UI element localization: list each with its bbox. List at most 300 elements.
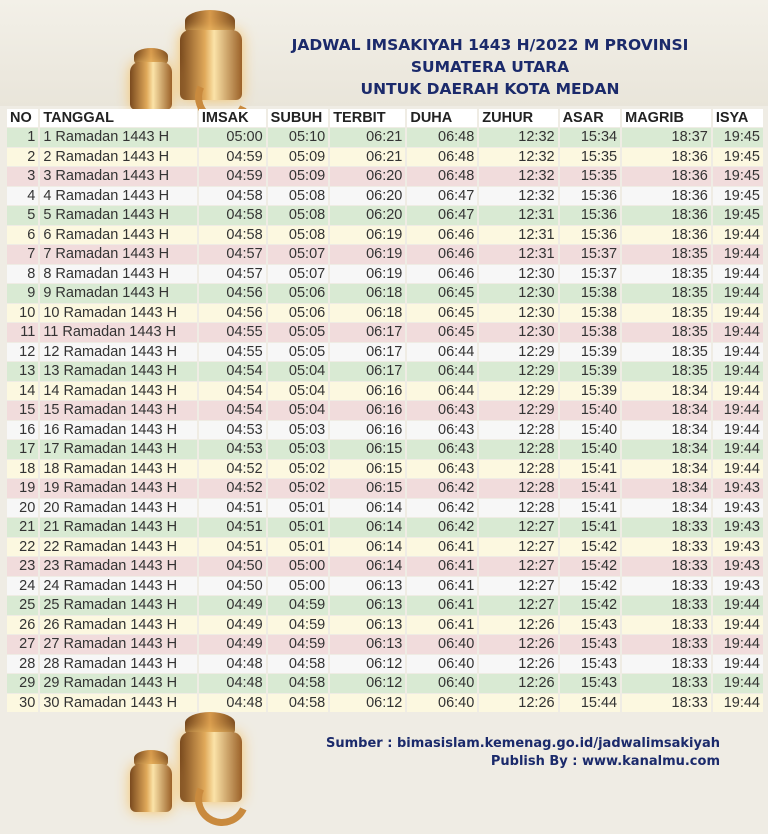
cell-imsak: 05:00 — [199, 128, 266, 147]
cell-magrib: 18:35 — [622, 304, 711, 323]
table-row — [7, 245, 763, 264]
column-header-zuhur: ZUHUR — [479, 109, 557, 127]
table-row — [7, 557, 763, 576]
cell-duha: 06:45 — [407, 284, 477, 303]
cell-duha: 06:40 — [407, 655, 477, 674]
cell-no: 15 — [7, 401, 38, 420]
cell-isya: 19:44 — [713, 635, 763, 654]
cell-tanggal: 20 Ramadan 1443 H — [40, 499, 197, 518]
cell-isya: 19:44 — [713, 401, 763, 420]
cell-terbit: 06:12 — [330, 694, 405, 713]
cell-duha: 06:47 — [407, 187, 477, 206]
cell-zuhur: 12:30 — [479, 304, 557, 323]
cell-no: 13 — [7, 362, 38, 381]
cell-tanggal: 3 Ramadan 1443 H — [40, 167, 197, 186]
cell-imsak: 04:51 — [199, 518, 266, 537]
cell-terbit: 06:19 — [330, 245, 405, 264]
cell-asar: 15:41 — [560, 499, 621, 518]
cell-subuh: 05:03 — [268, 440, 329, 459]
cell-imsak: 04:53 — [199, 421, 266, 440]
cell-magrib: 18:36 — [622, 226, 711, 245]
table-row — [7, 323, 763, 342]
cell-asar: 15:36 — [560, 187, 621, 206]
cell-zuhur: 12:31 — [479, 245, 557, 264]
cell-isya: 19:44 — [713, 304, 763, 323]
cell-subuh: 04:59 — [268, 635, 329, 654]
cell-no: 11 — [7, 323, 38, 342]
cell-zuhur: 12:32 — [479, 187, 557, 206]
cell-duha: 06:44 — [407, 382, 477, 401]
lantern-decoration-bottom — [120, 712, 270, 812]
cell-zuhur: 12:32 — [479, 148, 557, 167]
cell-subuh: 05:01 — [268, 538, 329, 557]
table-row — [7, 362, 763, 381]
cell-terbit: 06:21 — [330, 148, 405, 167]
cell-terbit: 06:14 — [330, 518, 405, 537]
cell-tanggal: 23 Ramadan 1443 H — [40, 557, 197, 576]
cell-magrib: 18:35 — [622, 323, 711, 342]
cell-no: 12 — [7, 343, 38, 362]
cell-tanggal: 17 Ramadan 1443 H — [40, 440, 197, 459]
cell-subuh: 05:04 — [268, 362, 329, 381]
cell-zuhur: 12:32 — [479, 128, 557, 147]
cell-imsak: 04:59 — [199, 148, 266, 167]
table-row — [7, 206, 763, 225]
cell-terbit: 06:20 — [330, 187, 405, 206]
cell-isya: 19:44 — [713, 362, 763, 381]
cell-imsak: 04:57 — [199, 265, 266, 284]
cell-tanggal: 5 Ramadan 1443 H — [40, 206, 197, 225]
cell-asar: 15:35 — [560, 148, 621, 167]
cell-asar: 15:35 — [560, 167, 621, 186]
cell-isya: 19:45 — [713, 148, 763, 167]
cell-imsak: 04:55 — [199, 323, 266, 342]
cell-no: 4 — [7, 187, 38, 206]
cell-isya: 19:44 — [713, 460, 763, 479]
cell-imsak: 04:49 — [199, 635, 266, 654]
title-line-2: SUMATERA UTARA — [410, 58, 570, 76]
column-header-magrib: MAGRIB — [622, 109, 711, 127]
cell-duha: 06:41 — [407, 596, 477, 615]
cell-magrib: 18:33 — [622, 596, 711, 615]
cell-isya: 19:43 — [713, 557, 763, 576]
cell-asar: 15:40 — [560, 421, 621, 440]
cell-terbit: 06:15 — [330, 479, 405, 498]
cell-isya: 19:44 — [713, 655, 763, 674]
cell-imsak: 04:54 — [199, 362, 266, 381]
cell-magrib: 18:34 — [622, 382, 711, 401]
cell-isya: 19:44 — [713, 382, 763, 401]
cell-tanggal: 9 Ramadan 1443 H — [40, 284, 197, 303]
cell-terbit: 06:18 — [330, 304, 405, 323]
cell-magrib: 18:33 — [622, 655, 711, 674]
cell-terbit: 06:16 — [330, 421, 405, 440]
cell-zuhur: 12:30 — [479, 323, 557, 342]
cell-no: 26 — [7, 616, 38, 635]
cell-no: 14 — [7, 382, 38, 401]
cell-subuh: 05:07 — [268, 245, 329, 264]
cell-terbit: 06:15 — [330, 440, 405, 459]
cell-duha: 06:44 — [407, 343, 477, 362]
cell-magrib: 18:33 — [622, 538, 711, 557]
cell-magrib: 18:33 — [622, 694, 711, 713]
cell-terbit: 06:14 — [330, 538, 405, 557]
cell-asar: 15:42 — [560, 577, 621, 596]
cell-asar: 15:36 — [560, 206, 621, 225]
table-row — [7, 304, 763, 323]
cell-imsak: 04:50 — [199, 557, 266, 576]
table-row — [7, 538, 763, 557]
cell-imsak: 04:54 — [199, 401, 266, 420]
cell-zuhur: 12:28 — [479, 460, 557, 479]
cell-no: 29 — [7, 674, 38, 693]
publisher-text: Publish By : www.kanalmu.com — [490, 754, 720, 769]
cell-asar: 15:43 — [560, 655, 621, 674]
cell-subuh: 05:00 — [268, 557, 329, 576]
cell-zuhur: 12:28 — [479, 479, 557, 498]
table-header — [7, 109, 763, 127]
cell-zuhur: 12:28 — [479, 440, 557, 459]
cell-magrib: 18:36 — [622, 206, 711, 225]
footer-credits — [326, 735, 720, 771]
cell-tanggal: 12 Ramadan 1443 H — [40, 343, 197, 362]
lantern-decoration-top — [120, 10, 270, 110]
cell-zuhur: 12:27 — [479, 518, 557, 537]
cell-tanggal: 28 Ramadan 1443 H — [40, 655, 197, 674]
cell-magrib: 18:35 — [622, 343, 711, 362]
column-header-asar: ASAR — [560, 109, 621, 127]
cell-no: 20 — [7, 499, 38, 518]
table-row — [7, 187, 763, 206]
table-row — [7, 479, 763, 498]
cell-subuh: 05:01 — [268, 499, 329, 518]
cell-tanggal: 16 Ramadan 1443 H — [40, 421, 197, 440]
cell-duha: 06:40 — [407, 674, 477, 693]
cell-asar: 15:39 — [560, 343, 621, 362]
cell-subuh: 05:08 — [268, 206, 329, 225]
table-row — [7, 167, 763, 186]
cell-imsak: 04:58 — [199, 226, 266, 245]
cell-asar: 15:43 — [560, 674, 621, 693]
page-title — [290, 34, 690, 100]
cell-no: 9 — [7, 284, 38, 303]
cell-terbit: 06:19 — [330, 265, 405, 284]
cell-subuh: 04:58 — [268, 694, 329, 713]
cell-no: 3 — [7, 167, 38, 186]
cell-zuhur: 12:29 — [479, 382, 557, 401]
table-row — [7, 128, 763, 147]
cell-imsak: 04:48 — [199, 655, 266, 674]
table-row — [7, 440, 763, 459]
cell-duha: 06:48 — [407, 148, 477, 167]
cell-subuh: 05:06 — [268, 284, 329, 303]
cell-imsak: 04:56 — [199, 284, 266, 303]
cell-duha: 06:42 — [407, 479, 477, 498]
cell-magrib: 18:36 — [622, 187, 711, 206]
cell-asar: 15:41 — [560, 479, 621, 498]
cell-duha: 06:44 — [407, 362, 477, 381]
cell-magrib: 18:35 — [622, 265, 711, 284]
cell-magrib: 18:33 — [622, 557, 711, 576]
cell-terbit: 06:14 — [330, 499, 405, 518]
cell-tanggal: 13 Ramadan 1443 H — [40, 362, 197, 381]
cell-tanggal: 1 Ramadan 1443 H — [40, 128, 197, 147]
cell-asar: 15:42 — [560, 538, 621, 557]
cell-terbit: 06:16 — [330, 401, 405, 420]
table-row — [7, 460, 763, 479]
cell-tanggal: 22 Ramadan 1443 H — [40, 538, 197, 557]
table-row — [7, 694, 763, 713]
cell-subuh: 05:02 — [268, 479, 329, 498]
cell-imsak: 04:59 — [199, 167, 266, 186]
cell-subuh: 04:58 — [268, 655, 329, 674]
table-row — [7, 148, 763, 167]
cell-tanggal: 18 Ramadan 1443 H — [40, 460, 197, 479]
cell-no: 28 — [7, 655, 38, 674]
cell-subuh: 05:09 — [268, 167, 329, 186]
cell-tanggal: 30 Ramadan 1443 H — [40, 694, 197, 713]
cell-duha: 06:42 — [407, 518, 477, 537]
table-row — [7, 635, 763, 654]
cell-asar: 15:42 — [560, 596, 621, 615]
cell-no: 10 — [7, 304, 38, 323]
cell-zuhur: 12:26 — [479, 616, 557, 635]
cell-zuhur: 12:26 — [479, 694, 557, 713]
cell-asar: 15:34 — [560, 128, 621, 147]
cell-terbit: 06:20 — [330, 206, 405, 225]
cell-terbit: 06:17 — [330, 323, 405, 342]
column-header-subuh: SUBUH — [268, 109, 329, 127]
cell-terbit: 06:13 — [330, 596, 405, 615]
cell-no: 22 — [7, 538, 38, 557]
cell-zuhur: 12:32 — [479, 167, 557, 186]
table-row — [7, 343, 763, 362]
cell-imsak: 04:48 — [199, 694, 266, 713]
cell-no: 25 — [7, 596, 38, 615]
cell-magrib: 18:37 — [622, 128, 711, 147]
cell-subuh: 05:06 — [268, 304, 329, 323]
cell-asar: 15:37 — [560, 245, 621, 264]
cell-imsak: 04:51 — [199, 538, 266, 557]
cell-imsak: 04:50 — [199, 577, 266, 596]
cell-isya: 19:45 — [713, 187, 763, 206]
table-row — [7, 674, 763, 693]
cell-isya: 19:44 — [713, 265, 763, 284]
cell-terbit: 06:13 — [330, 635, 405, 654]
cell-magrib: 18:33 — [622, 577, 711, 596]
cell-no: 5 — [7, 206, 38, 225]
cell-isya: 19:44 — [713, 421, 763, 440]
cell-tanggal: 14 Ramadan 1443 H — [40, 382, 197, 401]
cell-tanggal: 24 Ramadan 1443 H — [40, 577, 197, 596]
cell-duha: 06:43 — [407, 421, 477, 440]
table-row — [7, 401, 763, 420]
cell-asar: 15:44 — [560, 694, 621, 713]
cell-no: 1 — [7, 128, 38, 147]
cell-imsak: 04:55 — [199, 343, 266, 362]
cell-tanggal: 26 Ramadan 1443 H — [40, 616, 197, 635]
cell-duha: 06:46 — [407, 245, 477, 264]
cell-subuh: 04:59 — [268, 596, 329, 615]
cell-imsak: 04:56 — [199, 304, 266, 323]
cell-subuh: 05:04 — [268, 401, 329, 420]
cell-terbit: 06:21 — [330, 128, 405, 147]
cell-isya: 19:43 — [713, 577, 763, 596]
cell-magrib: 18:33 — [622, 635, 711, 654]
cell-magrib: 18:33 — [622, 518, 711, 537]
cell-zuhur: 12:30 — [479, 284, 557, 303]
cell-zuhur: 12:29 — [479, 343, 557, 362]
cell-magrib: 18:34 — [622, 479, 711, 498]
cell-imsak: 04:58 — [199, 187, 266, 206]
cell-duha: 06:46 — [407, 226, 477, 245]
cell-subuh: 05:05 — [268, 323, 329, 342]
cell-asar: 15:38 — [560, 304, 621, 323]
cell-magrib: 18:34 — [622, 421, 711, 440]
cell-asar: 15:41 — [560, 460, 621, 479]
cell-magrib: 18:33 — [622, 674, 711, 693]
cell-duha: 06:42 — [407, 499, 477, 518]
table-row — [7, 499, 763, 518]
column-header-no: NO — [7, 109, 38, 127]
cell-no: 8 — [7, 265, 38, 284]
cell-imsak: 04:49 — [199, 596, 266, 615]
cell-isya: 19:43 — [713, 479, 763, 498]
table-row — [7, 616, 763, 635]
cell-duha: 06:46 — [407, 265, 477, 284]
cell-zuhur: 12:30 — [479, 265, 557, 284]
cell-duha: 06:43 — [407, 460, 477, 479]
cell-no: 6 — [7, 226, 38, 245]
column-header-tanggal: TANGGAL — [40, 109, 197, 127]
cell-isya: 19:44 — [713, 694, 763, 713]
cell-magrib: 18:34 — [622, 401, 711, 420]
cell-isya: 19:45 — [713, 167, 763, 186]
cell-asar: 15:38 — [560, 284, 621, 303]
cell-tanggal: 15 Ramadan 1443 H — [40, 401, 197, 420]
cell-no: 16 — [7, 421, 38, 440]
cell-tanggal: 11 Ramadan 1443 H — [40, 323, 197, 342]
cell-imsak: 04:54 — [199, 382, 266, 401]
cell-tanggal: 10 Ramadan 1443 H — [40, 304, 197, 323]
cell-zuhur: 12:28 — [479, 421, 557, 440]
cell-zuhur: 12:26 — [479, 674, 557, 693]
cell-duha: 06:45 — [407, 304, 477, 323]
cell-isya: 19:44 — [713, 245, 763, 264]
cell-magrib: 18:36 — [622, 167, 711, 186]
cell-imsak: 04:52 — [199, 479, 266, 498]
cell-tanggal: 6 Ramadan 1443 H — [40, 226, 197, 245]
cell-imsak: 04:48 — [199, 674, 266, 693]
cell-magrib: 18:35 — [622, 284, 711, 303]
cell-duha: 06:40 — [407, 635, 477, 654]
cell-isya: 19:44 — [713, 226, 763, 245]
cell-no: 7 — [7, 245, 38, 264]
cell-asar: 15:43 — [560, 635, 621, 654]
cell-no: 24 — [7, 577, 38, 596]
column-header-isya: ISYA — [713, 109, 763, 127]
cell-asar: 15:37 — [560, 265, 621, 284]
cell-isya: 19:44 — [713, 284, 763, 303]
table-row — [7, 596, 763, 615]
title-line-1: JADWAL IMSAKIYAH 1443 H/2022 M PROVINSI — [291, 36, 689, 54]
cell-terbit: 06:13 — [330, 616, 405, 635]
cell-zuhur: 12:27 — [479, 596, 557, 615]
cell-subuh: 05:03 — [268, 421, 329, 440]
column-header-terbit: TERBIT — [330, 109, 405, 127]
cell-no: 30 — [7, 694, 38, 713]
cell-duha: 06:41 — [407, 538, 477, 557]
cell-subuh: 04:59 — [268, 616, 329, 635]
cell-subuh: 05:09 — [268, 148, 329, 167]
cell-no: 21 — [7, 518, 38, 537]
cell-terbit: 06:12 — [330, 655, 405, 674]
cell-subuh: 04:58 — [268, 674, 329, 693]
cell-subuh: 05:02 — [268, 460, 329, 479]
cell-duha: 06:47 — [407, 206, 477, 225]
table-row — [7, 577, 763, 596]
cell-isya: 19:43 — [713, 518, 763, 537]
cell-terbit: 06:14 — [330, 557, 405, 576]
cell-tanggal: 21 Ramadan 1443 H — [40, 518, 197, 537]
cell-tanggal: 25 Ramadan 1443 H — [40, 596, 197, 615]
cell-imsak: 04:51 — [199, 499, 266, 518]
cell-isya: 19:44 — [713, 343, 763, 362]
cell-isya: 19:45 — [713, 206, 763, 225]
cell-terbit: 06:15 — [330, 460, 405, 479]
cell-isya: 19:44 — [713, 616, 763, 635]
cell-zuhur: 12:31 — [479, 206, 557, 225]
cell-asar: 15:39 — [560, 382, 621, 401]
cell-duha: 06:48 — [407, 167, 477, 186]
cell-imsak: 04:58 — [199, 206, 266, 225]
cell-terbit: 06:18 — [330, 284, 405, 303]
column-header-duha: DUHA — [407, 109, 477, 127]
cell-asar: 15:40 — [560, 401, 621, 420]
cell-zuhur: 12:27 — [479, 538, 557, 557]
cell-subuh: 05:05 — [268, 343, 329, 362]
table-row — [7, 226, 763, 245]
cell-isya: 19:44 — [713, 596, 763, 615]
cell-no: 19 — [7, 479, 38, 498]
cell-isya: 19:43 — [713, 538, 763, 557]
cell-subuh: 05:08 — [268, 226, 329, 245]
cell-duha: 06:43 — [407, 401, 477, 420]
cell-no: 2 — [7, 148, 38, 167]
cell-subuh: 05:04 — [268, 382, 329, 401]
cell-tanggal: 8 Ramadan 1443 H — [40, 265, 197, 284]
table-row — [7, 382, 763, 401]
cell-magrib: 18:34 — [622, 440, 711, 459]
cell-asar: 15:40 — [560, 440, 621, 459]
cell-magrib: 18:34 — [622, 499, 711, 518]
cell-magrib: 18:35 — [622, 362, 711, 381]
cell-tanggal: 4 Ramadan 1443 H — [40, 187, 197, 206]
cell-asar: 15:43 — [560, 616, 621, 635]
cell-imsak: 04:52 — [199, 460, 266, 479]
cell-zuhur: 12:27 — [479, 557, 557, 576]
cell-duha: 06:41 — [407, 557, 477, 576]
cell-no: 18 — [7, 460, 38, 479]
cell-magrib: 18:33 — [622, 616, 711, 635]
cell-zuhur: 12:28 — [479, 499, 557, 518]
cell-terbit: 06:12 — [330, 674, 405, 693]
cell-subuh: 05:07 — [268, 265, 329, 284]
cell-asar: 15:39 — [560, 362, 621, 381]
cell-tanggal: 29 Ramadan 1443 H — [40, 674, 197, 693]
cell-asar: 15:41 — [560, 518, 621, 537]
cell-zuhur: 12:26 — [479, 635, 557, 654]
